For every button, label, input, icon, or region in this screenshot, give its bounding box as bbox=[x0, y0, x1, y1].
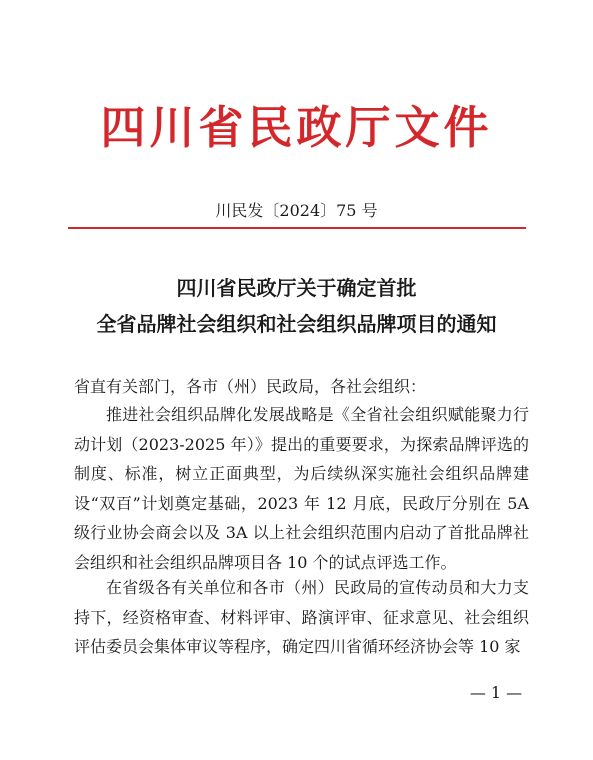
page-number: — 1 — bbox=[469, 683, 523, 702]
body-paragraph-1: 推进社会组织品牌化发展战略是《全省社会组织赋能聚力行动计划（2023-2025 年）》提出的重要要求，为探索品牌评选的制度、标准，树立正面典型，为后续纵深实施社会组织品牌建设“双百”计划奠定基础，2023 年 12 月底，民政厅分别在 5A 级行业协会商会以及 3A 以上社会组织范围内启动了首批品牌社会组织和社会组织品牌项目各 10 个的试点评选工作。 bbox=[74, 405, 529, 572]
notice-title-line-1: 四川省民政厅关于确定首批 bbox=[176, 276, 417, 300]
notice-title-line-2: 全省品牌社会组织和社会组织品牌项目的通知 bbox=[96, 312, 497, 336]
body-paragraph-2: 在省级各有关单位和各市（州）民政局的宣传动员和大力支持下，经资格审查、材料评审、路演评审、征求意见、社会组织评估委员会集体审议等程序，确定四川省循环经济协会等 10 家 bbox=[74, 578, 529, 656]
red-separator-line bbox=[68, 227, 526, 229]
issuing-authority-title: 四川省民政厅文件 bbox=[100, 101, 493, 154]
document-number: 川民发〔2024〕75 号 bbox=[215, 201, 378, 220]
salutation: 省直有关部门，各市（州）民政局，各社会组织： bbox=[74, 377, 427, 396]
